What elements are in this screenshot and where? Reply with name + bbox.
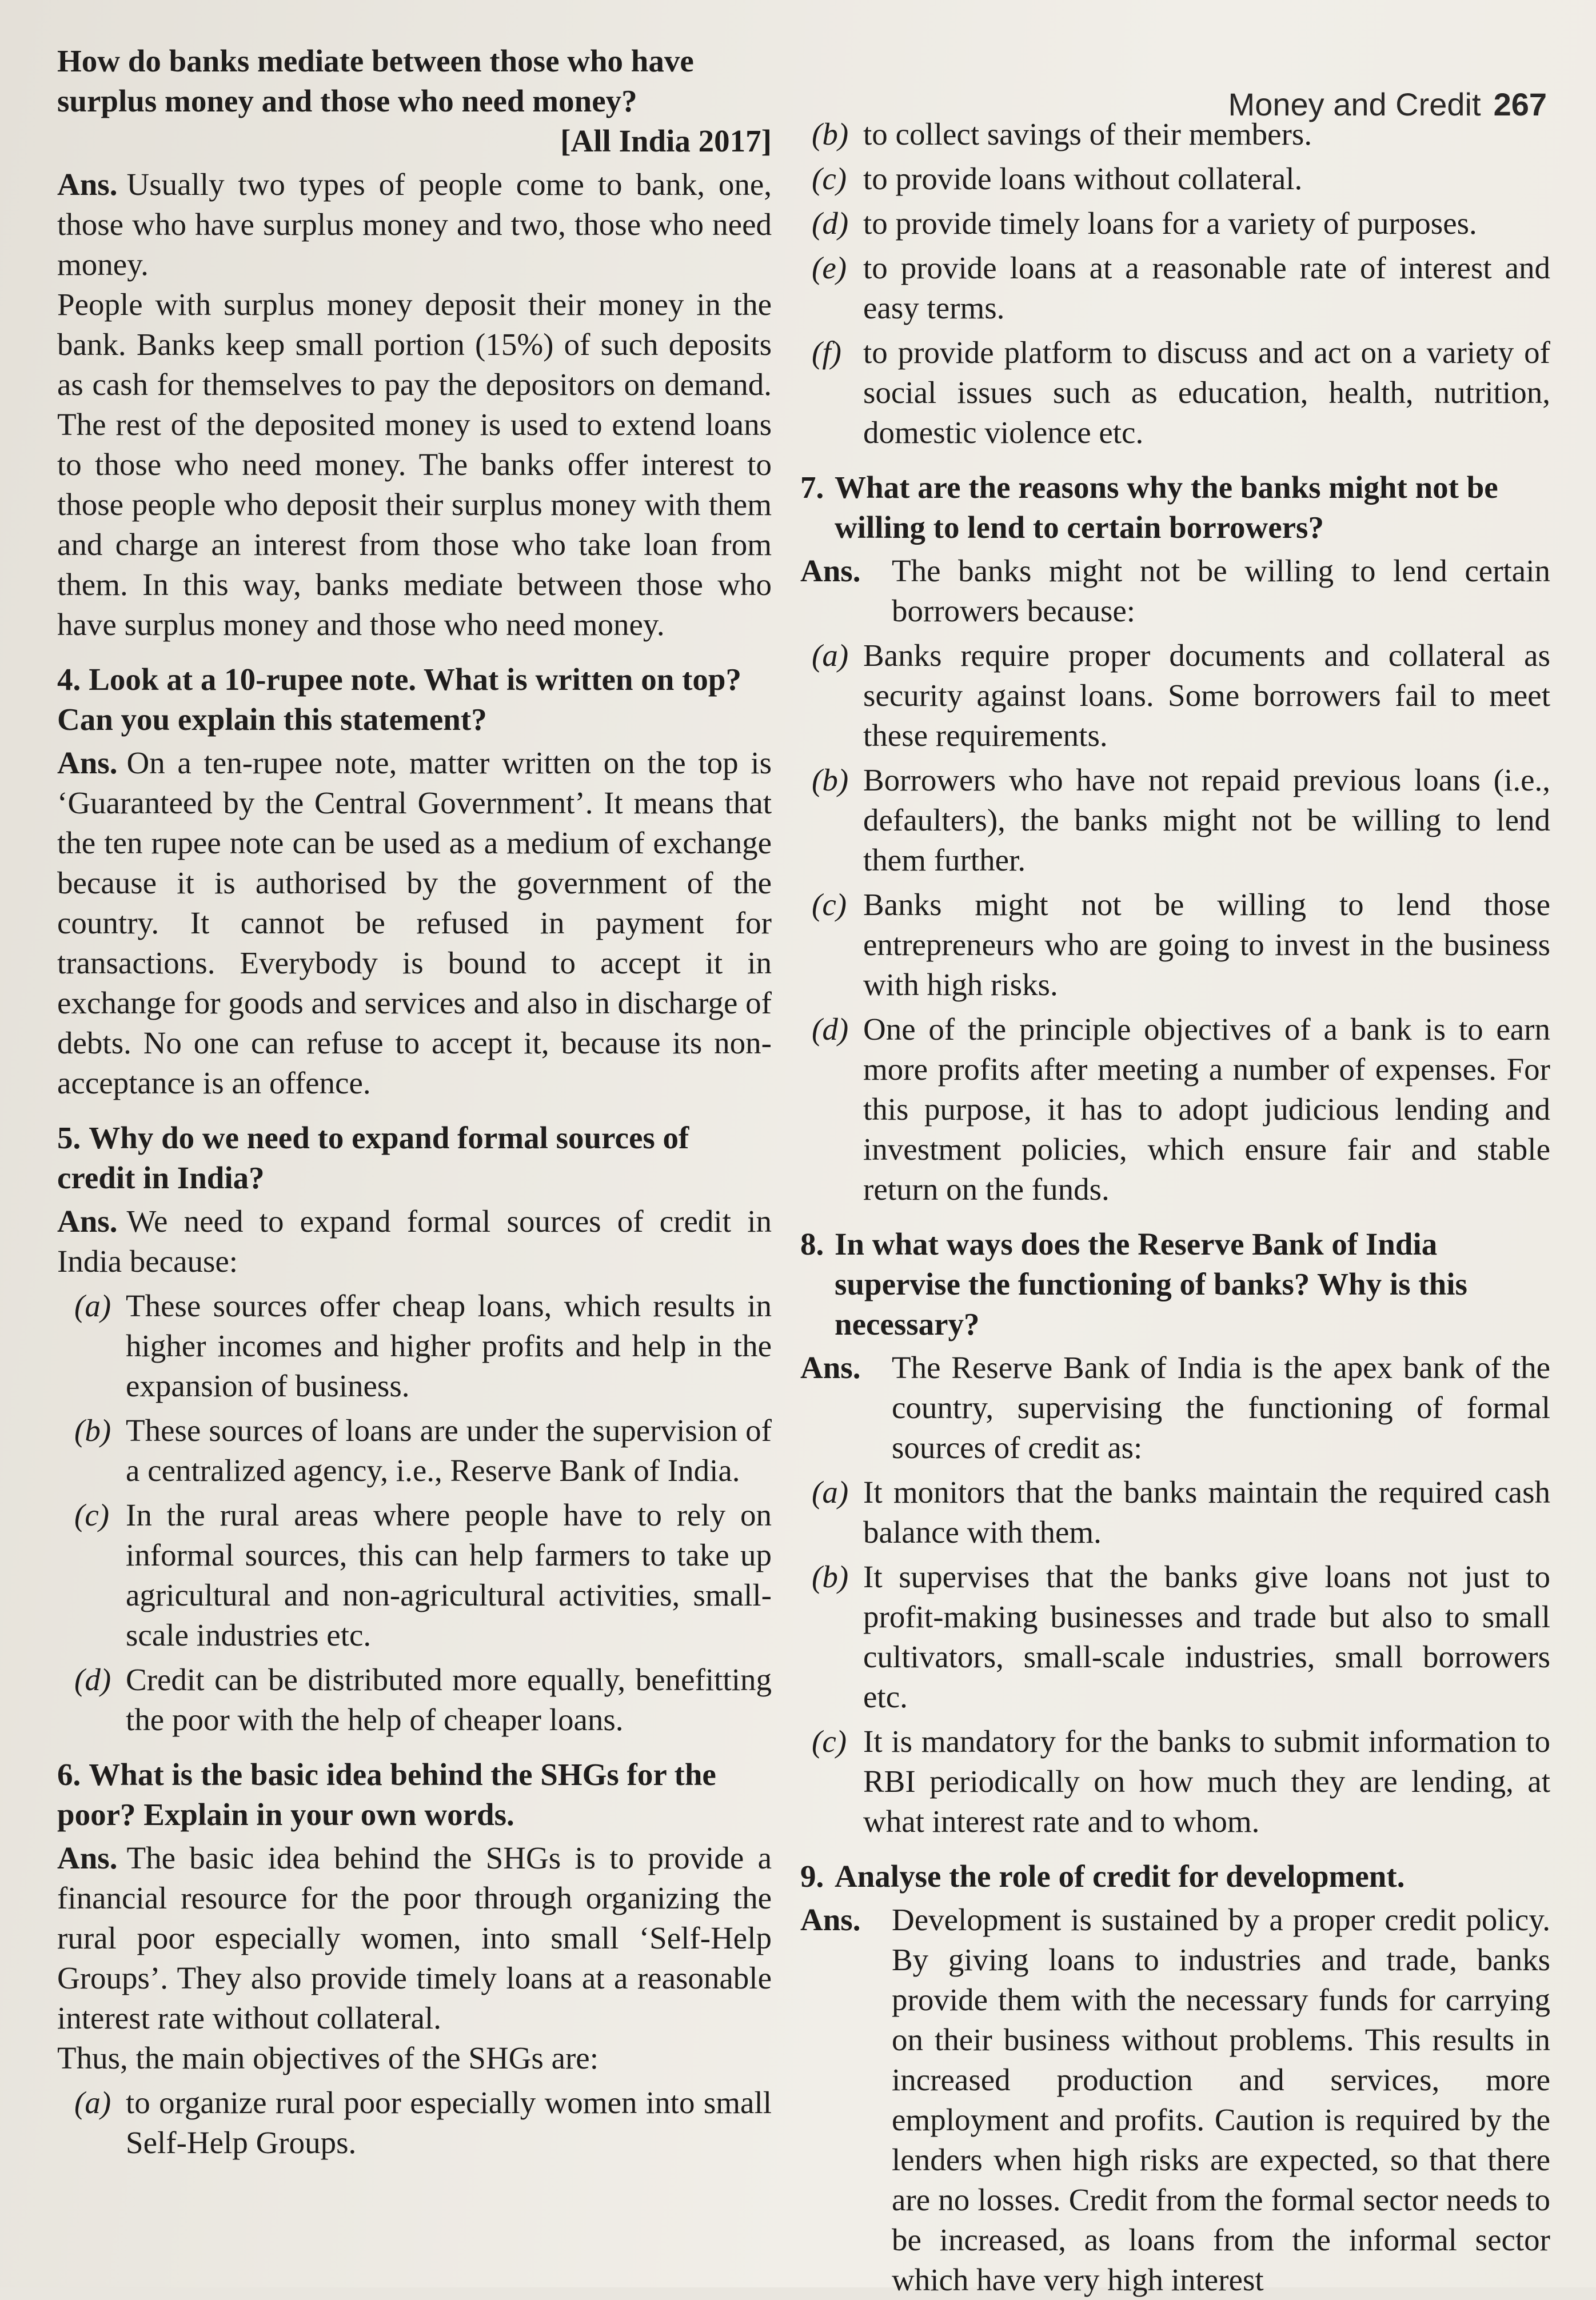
page-number: 267 — [1493, 86, 1547, 122]
item-text: It monitors that the banks maintain the required cash balance with them. — [863, 1475, 1550, 1550]
answer-5 — [57, 1201, 772, 1281]
item-marker: (c) — [812, 887, 847, 922]
item-text: Credit can be distributed more equally, benefitting the poor with the help of cheaper loans. — [126, 1662, 772, 1737]
answer-label: Ans. — [57, 745, 118, 780]
answer-6-item-c — [800, 159, 1550, 199]
item-text: These sources offer cheap loans, which results in higher incomes and higher profits and help in the expansion of business. — [126, 1288, 772, 1403]
answer-label: Ans. — [57, 1204, 118, 1239]
question-7 — [800, 468, 1550, 548]
exam-source: [All India 2017] — [560, 123, 772, 158]
item-marker: (b) — [74, 1413, 111, 1448]
item-marker: (c) — [812, 161, 847, 196]
answer-5-item-d — [57, 1660, 772, 1740]
answer-8 — [800, 1348, 1550, 1468]
question-number: 5. — [57, 1120, 81, 1155]
answer-9 — [800, 1900, 1550, 2300]
question-number: 8. — [800, 1227, 824, 1261]
question-number: 7. — [800, 470, 824, 505]
answer-text: The basic idea behind the SHGs is to provide a financial resource for the poor through organizing the rural poor especially women, into small ‘Self-Help Groups’. They also provide timely loans at a reasonable interest rate without collateral. — [57, 1840, 772, 2035]
item-marker: (a) — [812, 1475, 849, 1510]
answer-6-item-a — [57, 2083, 772, 2163]
item-text: Banks might not be willing to lend those entrepreneurs who are going to invest in the business with high risks. — [863, 887, 1550, 1002]
answer-6-item-f — [800, 333, 1550, 453]
question-text: Analyse the role of credit for development. — [835, 1859, 1405, 1894]
item-text: to provide platform to discuss and act on a variety of social issues such as education, health, nutrition, domestic violence etc. — [863, 335, 1550, 450]
question-text: In what ways does the Reserve Bank of India supervise the functioning of banks? Why is this necessary? — [835, 1227, 1467, 1341]
question-number: 6. — [57, 1757, 81, 1792]
item-text: In the rural areas where people have to rely on informal sources, this can help farmers to take up agricultural and non-agricultural activities, small-scale industries etc. — [126, 1498, 772, 1652]
question-6 — [57, 1755, 772, 1835]
question-number: 9. — [800, 1859, 824, 1894]
answer-5-item-a — [57, 1286, 772, 1406]
item-marker: (b) — [812, 1559, 849, 1594]
answer-label: Ans. — [800, 553, 861, 588]
item-marker: (a) — [74, 1288, 111, 1323]
question-text: What are the reasons why the banks might not be willing to lend to certain borrowers? — [835, 470, 1498, 545]
answer-text: Usually two types of people come to bank, one, those who have surplus money and two, those who need money. — [57, 167, 772, 282]
answer-text: We need to expand formal sources of credit in India because: — [57, 1204, 772, 1279]
question-text: What is the basic idea behind the SHGs for the poor? Explain in your own words. — [57, 1757, 716, 1832]
answer-7-item-d — [800, 1009, 1550, 1209]
item-text: to provide timely loans for a variety of purposes. — [863, 206, 1477, 241]
item-marker: (b) — [812, 117, 849, 151]
answer-7-item-c — [800, 885, 1550, 1005]
question-9 — [800, 1856, 1550, 1896]
item-text: Banks require proper documents and collateral as security against loans. Some borrowers fail to meet these requirements. — [863, 638, 1550, 753]
answer-8-item-c — [800, 1722, 1550, 1842]
item-marker: (a) — [812, 638, 849, 673]
question-text: How do banks mediate between those who have surplus money and those who need money? — [57, 43, 694, 118]
answer-6-lead-in: Thus, the main objectives of the SHGs are: — [57, 2041, 599, 2075]
answer-text: Development is sustained by a proper credit policy. By giving loans to industries and trade, banks provide them with the necessary funds for carrying on their business without problems. This results in increased production and services, more employment and profits. Caution is required by the lenders when high risks are expected, so that there are no losses. Credit from the formal sector needs to be increased, as loans from the informal sector which have very high interest — [892, 1902, 1550, 2297]
question-text: Why do we need to expand formal sources of credit in India? — [57, 1120, 689, 1195]
item-text: These sources of loans are under the supervision of a centralized agency, i.e., Reserve Bank of India. — [126, 1413, 772, 1488]
answer-7 — [800, 551, 1550, 631]
answer-3 — [57, 165, 772, 285]
answer-6 — [57, 1838, 772, 2038]
answer-text: On a ten-rupee note, matter written on the top is ‘Guaranteed by the Central Government’. It means that the ten rupee note can be used as a medium of exchange because it is authorised by the government of the country. It cannot be refused in payment for transactions. Everybody is bound to accept it in exchange for goods and services and also in discharge of debts. No one can refuse to accept it, because its non-acceptance is an offence. — [57, 745, 772, 1100]
item-text: One of the principle objectives of a bank is to earn more profits after meeting a number of expenses. For this purpose, it has to adopt judicious lending and investment policies, which ensure fair and stable return on the funds. — [863, 1012, 1550, 1207]
item-marker: (c) — [812, 1724, 847, 1759]
right-column — [800, 114, 1550, 2300]
item-text: It is mandatory for the banks to submit information to RBI periodically on how much they are lending, at what interest rate and to whom. — [863, 1724, 1550, 1839]
answer-5-item-b — [57, 1411, 772, 1491]
item-text: to collect savings of their members. — [863, 117, 1312, 151]
answer-label: Ans. — [800, 1350, 861, 1385]
answer-text: The banks might not be willing to lend certain borrowers because: — [892, 553, 1550, 628]
answer-8-item-b — [800, 1557, 1550, 1717]
item-text: to provide loans at a reasonable rate of interest and easy terms. — [863, 250, 1550, 325]
answer-text: The Reserve Bank of India is the apex bank of the country, supervising the functioning of formal sources of credit as: — [892, 1350, 1550, 1465]
left-column — [57, 41, 772, 2163]
answer-6-item-d — [800, 203, 1550, 243]
item-text: to organize rural poor especially women into small Self-Help Groups. — [126, 2085, 772, 2160]
item-marker: (c) — [74, 1498, 110, 1532]
item-text: to provide loans without collateral. — [863, 161, 1303, 196]
running-title: Money and Credit — [1228, 86, 1481, 122]
answer-7-item-a — [800, 636, 1550, 756]
answer-7-item-b — [800, 760, 1550, 880]
answer-6-item-e — [800, 248, 1550, 328]
answer-label: Ans. — [800, 1902, 861, 1937]
question-text: Look at a 10-rupee note. What is written on top? Can you explain this statement? — [57, 662, 742, 737]
answer-8-item-a — [800, 1472, 1550, 1552]
question-3 — [57, 41, 772, 161]
item-marker: (d) — [812, 1012, 849, 1047]
item-marker: (a) — [74, 2085, 111, 2120]
question-5 — [57, 1118, 772, 1198]
item-marker: (f) — [812, 335, 841, 370]
answer-label: Ans. — [57, 167, 118, 202]
answer-5-item-c — [57, 1495, 772, 1655]
item-text: It supervises that the banks give loans not just to profit-making businesses and trade but also to small cultivators, small-scale industries, small borrowers etc. — [863, 1559, 1550, 1714]
answer-3-paragraph-2: People with surplus money deposit their money in the bank. Banks keep small portion (15%) of such deposits as cash for themselves to pay the depositors on demand. The rest of the deposited money is used to extend loans to those who need money. The banks offer interest to those people who deposit their surplus money with them and charge an interest from those who take loan from them. In this way, banks mediate between those who have surplus money and those who need money. — [57, 287, 772, 642]
item-marker: (d) — [74, 1662, 111, 1697]
question-4 — [57, 660, 772, 740]
item-marker: (d) — [812, 206, 849, 241]
question-number: 4. — [57, 662, 81, 697]
item-marker: (b) — [812, 762, 849, 797]
answer-4 — [57, 743, 772, 1103]
question-8 — [800, 1224, 1550, 1344]
item-text: Borrowers who have not repaid previous loans (i.e., defaulters), the banks might not be willing to lend them further. — [863, 762, 1550, 877]
answer-label: Ans. — [57, 1840, 118, 1875]
item-marker: (e) — [812, 250, 847, 285]
answer-6-item-b — [800, 114, 1550, 154]
